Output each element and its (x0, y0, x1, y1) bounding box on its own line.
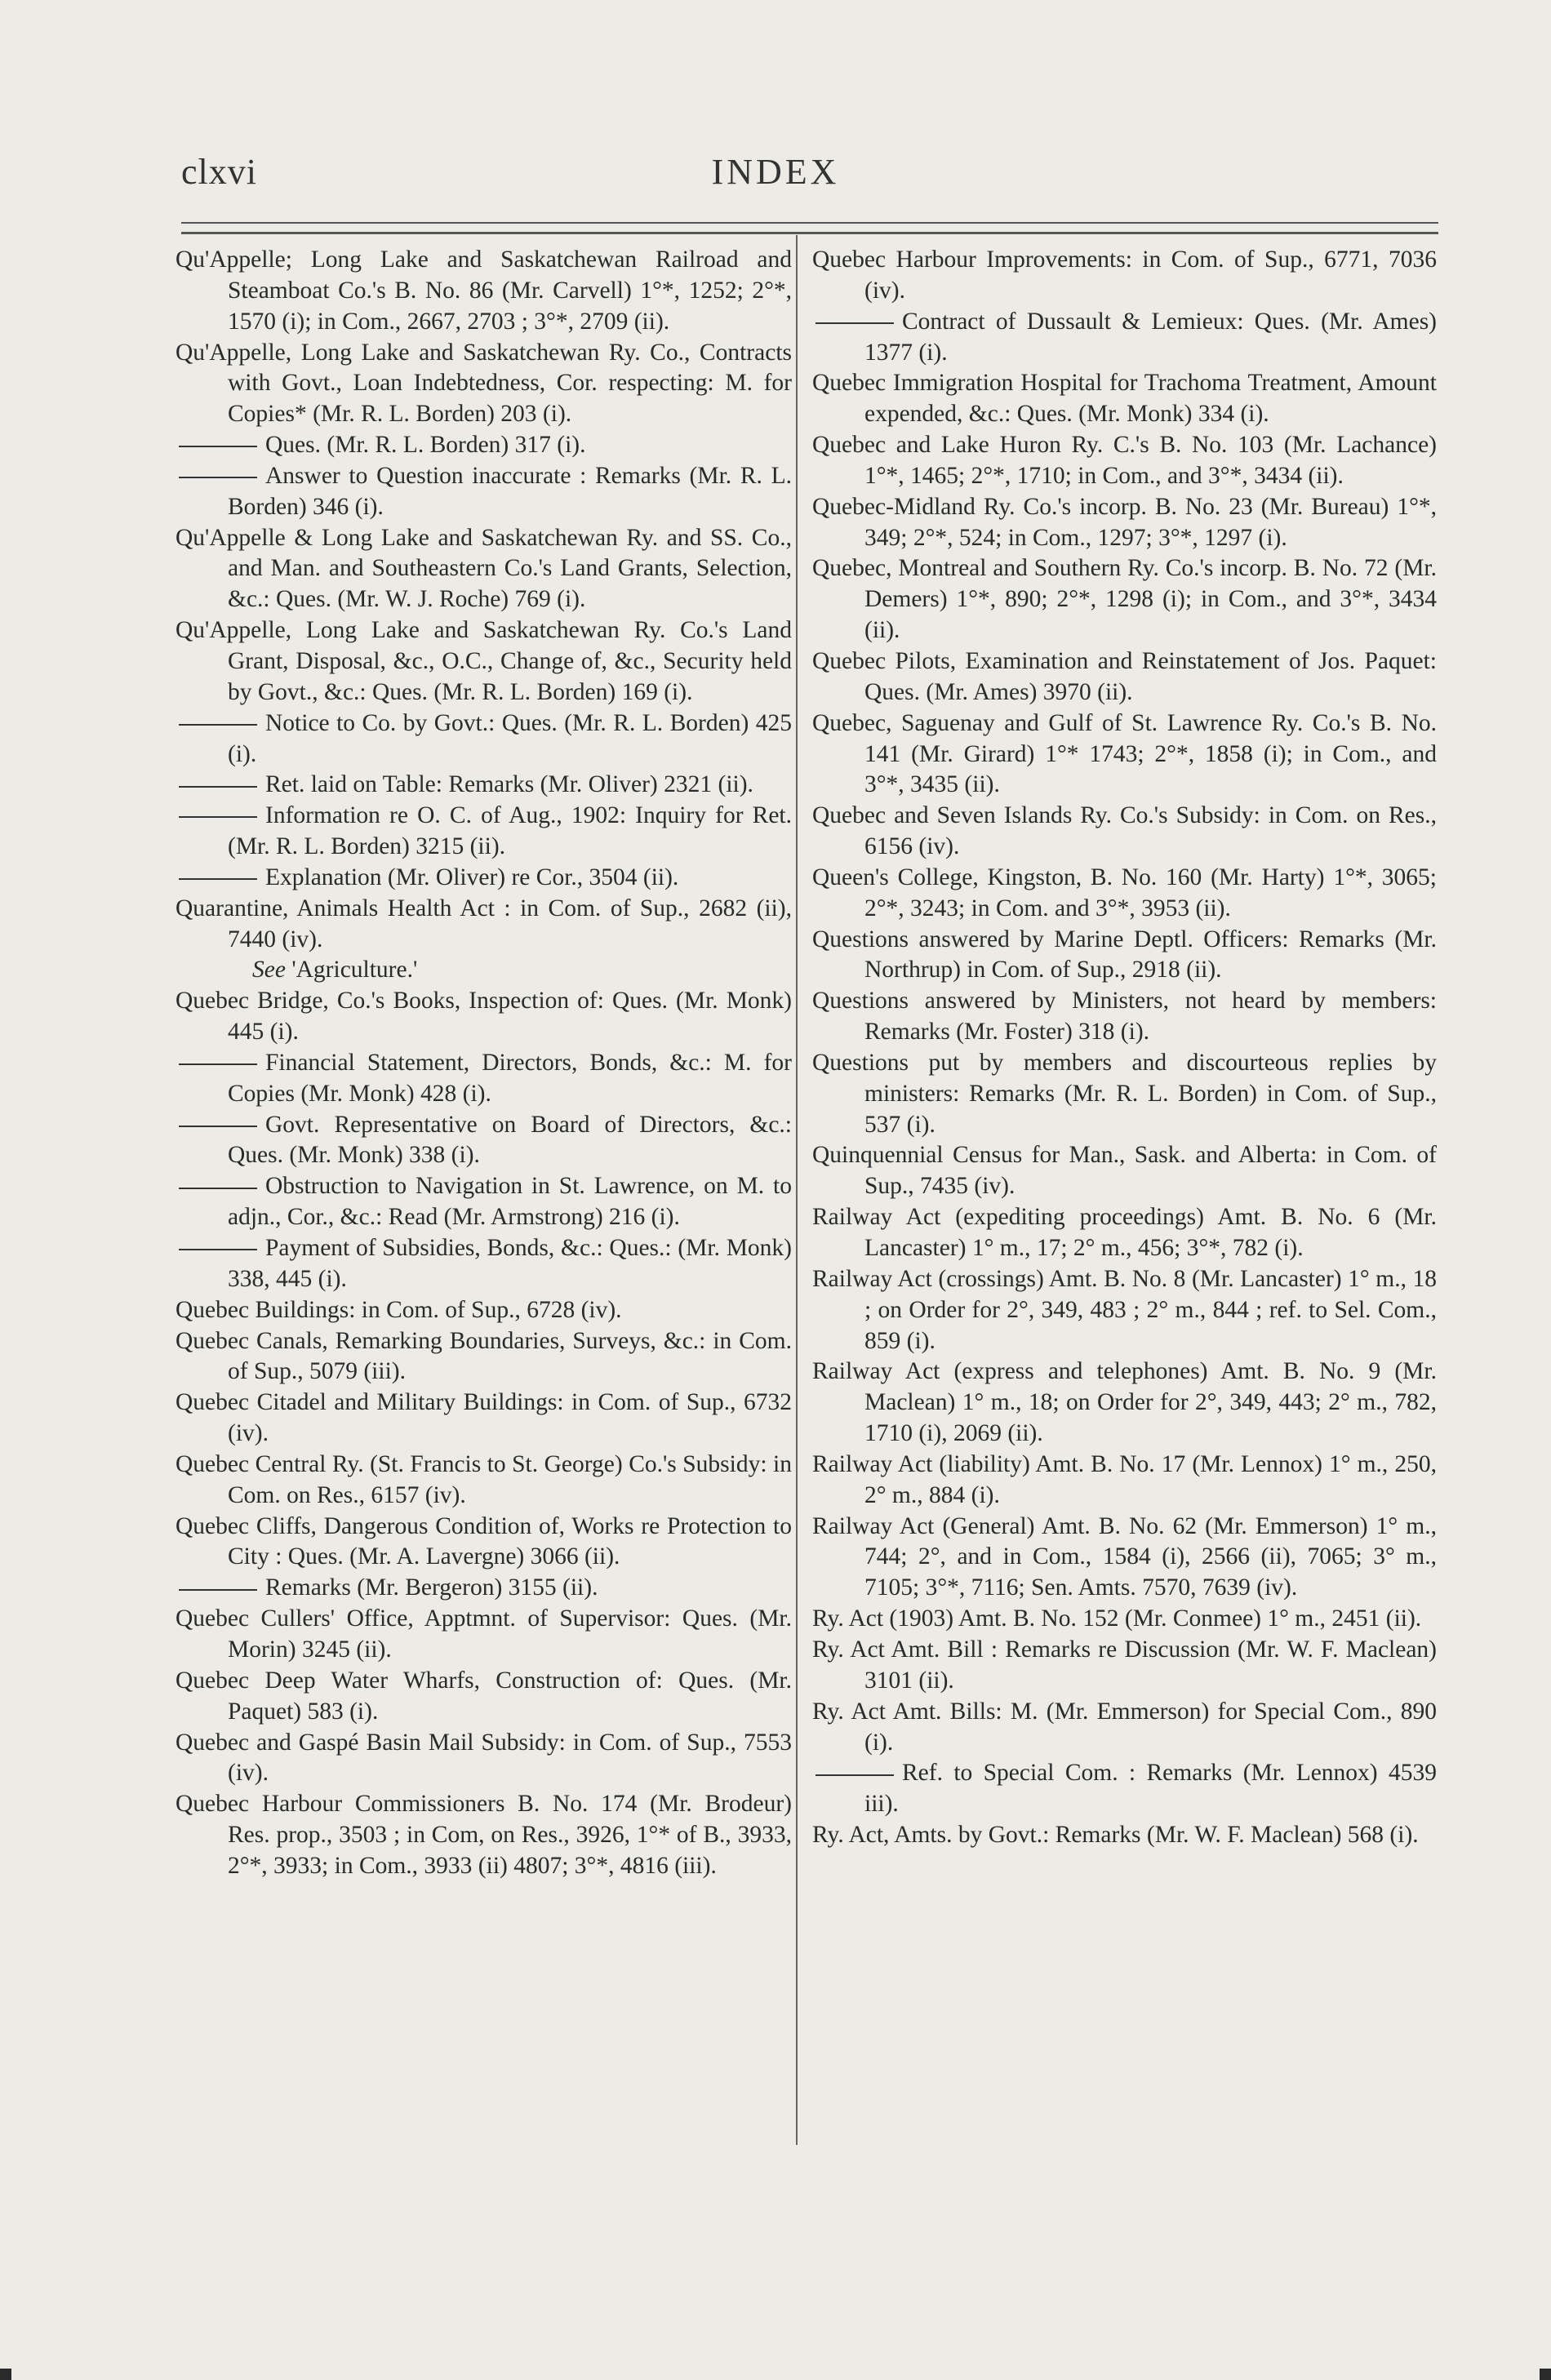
page-title: INDEX (711, 152, 840, 192)
index-cross-reference (176, 955, 792, 986)
index-entry (812, 1450, 1437, 1512)
index-entry (176, 1604, 792, 1666)
entry-text: Quebec and Gaspé Basin Mail Subsidy: in Com. of Sup., 7553 (iv). (176, 1729, 792, 1787)
index-entry (812, 925, 1437, 987)
entry-text: Payment of Subsidies, Bonds, &c.: Ques.: (Mr. Monk) 338, 445 (i). (228, 1235, 792, 1292)
index-entry (812, 368, 1437, 430)
index-entry (176, 1728, 792, 1790)
index-entry (176, 894, 792, 956)
entry-text: Financial Statement, Directors, Bonds, &c.: M. for Copies (Mr. Monk) 428 (i). (228, 1049, 792, 1107)
index-entry (176, 1512, 792, 1574)
entry-text: Ry. Act Amt. Bill : Remarks re Discussion (Mr. W. F. Maclean) 3101 (ii). (812, 1636, 1437, 1694)
index-entry (812, 986, 1437, 1048)
index-subentry (812, 307, 1437, 369)
index-entry (812, 646, 1437, 708)
entry-text: Ry. Act, Amts. by Govt.: Remarks (Mr. W. F. Maclean) 568 (i). (812, 1822, 1419, 1849)
entry-text: Questions put by members and discourteous replies by ministers: Remarks (Mr. R. L. Borden) in Com. of Sup., 537 (i). (812, 1049, 1437, 1138)
index-subentry (176, 430, 792, 461)
entry-text: Questions answered by Marine Deptl. Officers: Remarks (Mr. Northrup) in Com. of Sup., 2918 (ii). (812, 926, 1437, 984)
entry-text: Ref. to Special Com. : Remarks (Mr. Lennox) 4539 iii). (864, 1760, 1437, 1818)
index-entry (176, 523, 792, 616)
index-subentry (176, 801, 792, 863)
index-entry (812, 1048, 1437, 1141)
see-target: 'Agriculture.' (291, 957, 418, 984)
index-entry (812, 1635, 1437, 1697)
registration-mark-right (1540, 2369, 1551, 2380)
entry-text: Questions answered by Ministers, not heard by members: Remarks (Mr. Foster) 318 (i). (812, 988, 1437, 1046)
entry-text: Quebec Deep Water Wharfs, Construction of: Ques. (Mr. Paquet) 583 (i). (176, 1667, 792, 1725)
entry-text: Ry. Act (1903) Amt. B. No. 152 (Mr. Conmee) 1° m., 2451 (ii). (812, 1605, 1422, 1632)
index-subentry (176, 1171, 792, 1233)
entry-text: Quebec Cullers' Office, Apptmnt. of Supervisor: Ques. (Mr. Morin) 3245 (ii). (176, 1605, 792, 1663)
index-subentry (176, 770, 792, 801)
index-subentry (176, 1233, 792, 1295)
index-entry (812, 1140, 1437, 1202)
entry-text: Quarantine, Animals Health Act : in Com. of Sup., 2682 (ii), 7440 (iv). (176, 895, 792, 952)
entry-text: Quebec Harbour Commissioners B. No. 174 (Mr. Brodeur) Res. prop., 3503 ; in Com, on Res., 3926, 1°* of B., 3933, 2°*, 3933; in Com., 3933 (ii) 4807; 3°*, 4816 (iii). (176, 1791, 792, 1879)
entry-text: Qu'Appelle & Long Lake and Saskatchewan Ry. and SS. Co., and Man. and Southeastern Co.'s Land Grants, Selection, &c.: Ques. (Mr. W. J. Roche) 769 (i). (176, 524, 792, 613)
entry-text: Qu'Appelle, Long Lake and Saskatchewan Ry. Co.'s Land Grant, Disposal, &c., O.C., Change of, &c., Security held by Govt., &c.: Ques. (Mr. R. L. Borden) 169 (i). (176, 617, 792, 705)
entry-text: Railway Act (crossings) Amt. B. No. 8 (Mr. Lancaster) 1° m., 18 ; on Order for 2°, 349, 483 ; 2° m., 844 ; ref. to Sel. Com., 859 (i). (812, 1265, 1437, 1354)
index-entry (812, 708, 1437, 801)
registration-mark-left (0, 2369, 11, 2380)
entry-text: Railway Act (General) Amt. B. No. 62 (Mr. Emmerson) 1° m., 744; 2°, and in Com., 1584 (i), 2566 (ii), 7065; 3° m., 7105; 3°*, 7116; Sen. Amts. 7570, 7639 (iv). (812, 1512, 1437, 1601)
entry-text: Quebec Canals, Remarking Boundaries, Surveys, &c.: in Com. of Sup., 5079 (iii). (176, 1327, 792, 1385)
index-entry (176, 1666, 792, 1728)
entry-text: Quebec Buildings: in Com. of Sup., 6728 (iv). (176, 1296, 622, 1323)
index-entry (176, 1450, 792, 1512)
index-subentry (176, 461, 792, 523)
entry-text: Quebec, Saguenay and Gulf of St. Lawrence Ry. Co.'s B. No. 141 (Mr. Girard) 1°* 1743; 2°*, 1858 (i); in Com., and 3°*, 3435 (ii). (812, 709, 1437, 798)
index-subentry (176, 1048, 792, 1110)
index-entry (176, 1789, 792, 1882)
header-rule-thick (181, 232, 1438, 234)
index-subentry (812, 1758, 1437, 1820)
index-entry (176, 986, 792, 1048)
entry-text: Information re O. C. of Aug., 1902: Inquiry for Ret. (Mr. R. L. Borden) 3215 (ii). (228, 802, 792, 860)
index-entry (176, 615, 792, 708)
index-entry (812, 1357, 1437, 1450)
entry-text: Notice to Co. by Govt.: Ques. (Mr. R. L. Borden) 425 (i). (228, 709, 792, 767)
entry-text: Obstruction to Navigation in St. Lawrence, on M. to adjn., Cor., &c.: Read (Mr. Armstrong) 216 (i). (228, 1173, 792, 1231)
entry-text: Quinquennial Census for Man., Sask. and Alberta: in Com. of Sup., 7435 (iv). (812, 1142, 1437, 1200)
entry-text: Ret. laid on Table: Remarks (Mr. Oliver) 2321 (ii). (265, 771, 753, 798)
entry-text: Ry. Act Amt. Bills: M. (Mr. Emmerson) for Special Com., 890 (i). (812, 1698, 1437, 1756)
entry-text: Quebec Central Ry. (St. Francis to St. George) Co.'s Subsidy: in Com. on Res., 6157 (iv). (176, 1450, 792, 1508)
entry-text: Quebec Immigration Hospital for Trachoma Treatment, Amount expended, &c.: Ques. (Mr. Monk) 334 (i). (812, 370, 1437, 428)
see-label: See (252, 957, 286, 984)
index-entry (176, 1295, 792, 1326)
entry-text: Quebec Citadel and Military Buildings: in Com. of Sup., 6732 (iv). (176, 1389, 792, 1447)
entry-text: Quebec, Montreal and Southern Ry. Co.'s incorp. B. No. 72 (Mr. Demers) 1°*, 890; 2°*, 1298 (i); in Com., and 3°*, 3434 (ii). (812, 555, 1437, 644)
page-header (0, 0, 1551, 220)
index-subentry (176, 1573, 792, 1604)
index-entry (812, 1697, 1437, 1759)
entry-text: Ques. (Mr. R. L. Borden) 317 (i). (265, 432, 586, 459)
entry-text: Quebec and Seven Islands Ry. Co.'s Subsidy: in Com. on Res., 6156 (iv). (812, 802, 1437, 860)
entry-text: Quebec Bridge, Co.'s Books, Inspection of: Ques. (Mr. Monk) 445 (i). (176, 988, 792, 1046)
index-entry (812, 801, 1437, 863)
entry-text: Remarks (Mr. Bergeron) 3155 (ii). (265, 1574, 598, 1601)
entry-text: Contract of Dussault & Lemieux: Ques. (Mr. Ames) 1377 (i). (864, 308, 1437, 366)
entry-text: Quebec Pilots, Examination and Reinstatement of Jos. Paquet: Ques. (Mr. Ames) 3970 (ii). (812, 647, 1437, 705)
entry-text: Explanation (Mr. Oliver) re Cor., 3504 (ii). (265, 864, 679, 890)
entry-text: Quebec Harbour Improvements: in Com. of Sup., 6771, 7036 (iv). (812, 246, 1437, 304)
header-rule-thin (181, 222, 1438, 224)
index-entry (812, 430, 1437, 492)
index-entry (176, 245, 792, 338)
entry-text: Railway Act (expediting proceedings) Amt. B. No. 6 (Mr. Lancaster) 1° m., 17; 2° m., 456; 3°*, 782 (i). (812, 1204, 1437, 1261)
page-number: clxvi (181, 152, 257, 192)
index-entry (812, 863, 1437, 925)
index-entry (812, 553, 1437, 646)
index-entry (812, 1202, 1437, 1264)
entry-text: Railway Act (liability) Amt. B. No. 17 (Mr. Lennox) 1° m., 250, 2° m., 884 (i). (812, 1450, 1437, 1508)
index-entry (176, 338, 792, 431)
index-subentry (176, 1110, 792, 1172)
index-entry (812, 1264, 1437, 1357)
entry-text: Quebec Cliffs, Dangerous Condition of, Works re Protection to City : Ques. (Mr. A. Lavergne) 3066 (ii). (176, 1512, 792, 1570)
entry-text: Qu'Appelle, Long Lake and Saskatchewan Ry. Co., Contracts with Govt., Loan Indebtedness, Cor. respecting: M. for Copies* (Mr. R. L. Borden) 203 (i). (176, 339, 792, 428)
index-entry (812, 1820, 1437, 1851)
entry-text: Quebec and Lake Huron Ry. C.'s B. No. 103 (Mr. Lachance) 1°*, 1465; 2°*, 1710; in Com., and 3°*, 3434 (ii). (812, 432, 1437, 489)
entry-text: Qu'Appelle; Long Lake and Saskatchewan Railroad and Steamboat Co.'s B. No. 86 (Mr. Carvell) 1°*, 1252; 2°*, 1570 (i); in Com., 2667, 2703 ; 3°*, 2709 (ii). (176, 246, 792, 335)
index-entry (176, 1326, 792, 1388)
entry-text: Quebec-Midland Ry. Co.'s incorp. B. No. 23 (Mr. Bureau) 1°*, 349; 2°*, 524; in Com., 1297; 3°*, 1297 (i). (812, 493, 1437, 551)
right-column (812, 245, 1437, 1851)
index-entry (812, 1512, 1437, 1605)
index-entry (812, 492, 1437, 554)
entry-text: Queen's College, Kingston, B. No. 160 (Mr. Harty) 1°*, 3065; 2°*, 3243; in Com. and 3°*, 3953 (ii). (812, 864, 1437, 921)
column-divider (796, 235, 798, 2145)
index-entry (812, 245, 1437, 307)
entry-text: Govt. Representative on Board of Directors, &c.: Ques. (Mr. Monk) 338 (i). (228, 1111, 792, 1169)
index-entry (812, 1604, 1437, 1635)
index-subentry (176, 708, 792, 770)
entry-text: Answer to Question inaccurate : Remarks (Mr. R. L. Borden) 346 (i). (228, 462, 792, 520)
index-subentry (176, 863, 792, 894)
entry-text: Railway Act (express and telephones) Amt. B. No. 9 (Mr. Maclean) 1° m., 18; on Order for 2°, 349, 443; 2° m., 782, 1710 (i), 2069 (ii). (812, 1358, 1437, 1447)
index-entry (176, 1388, 792, 1450)
left-column (176, 245, 792, 1882)
